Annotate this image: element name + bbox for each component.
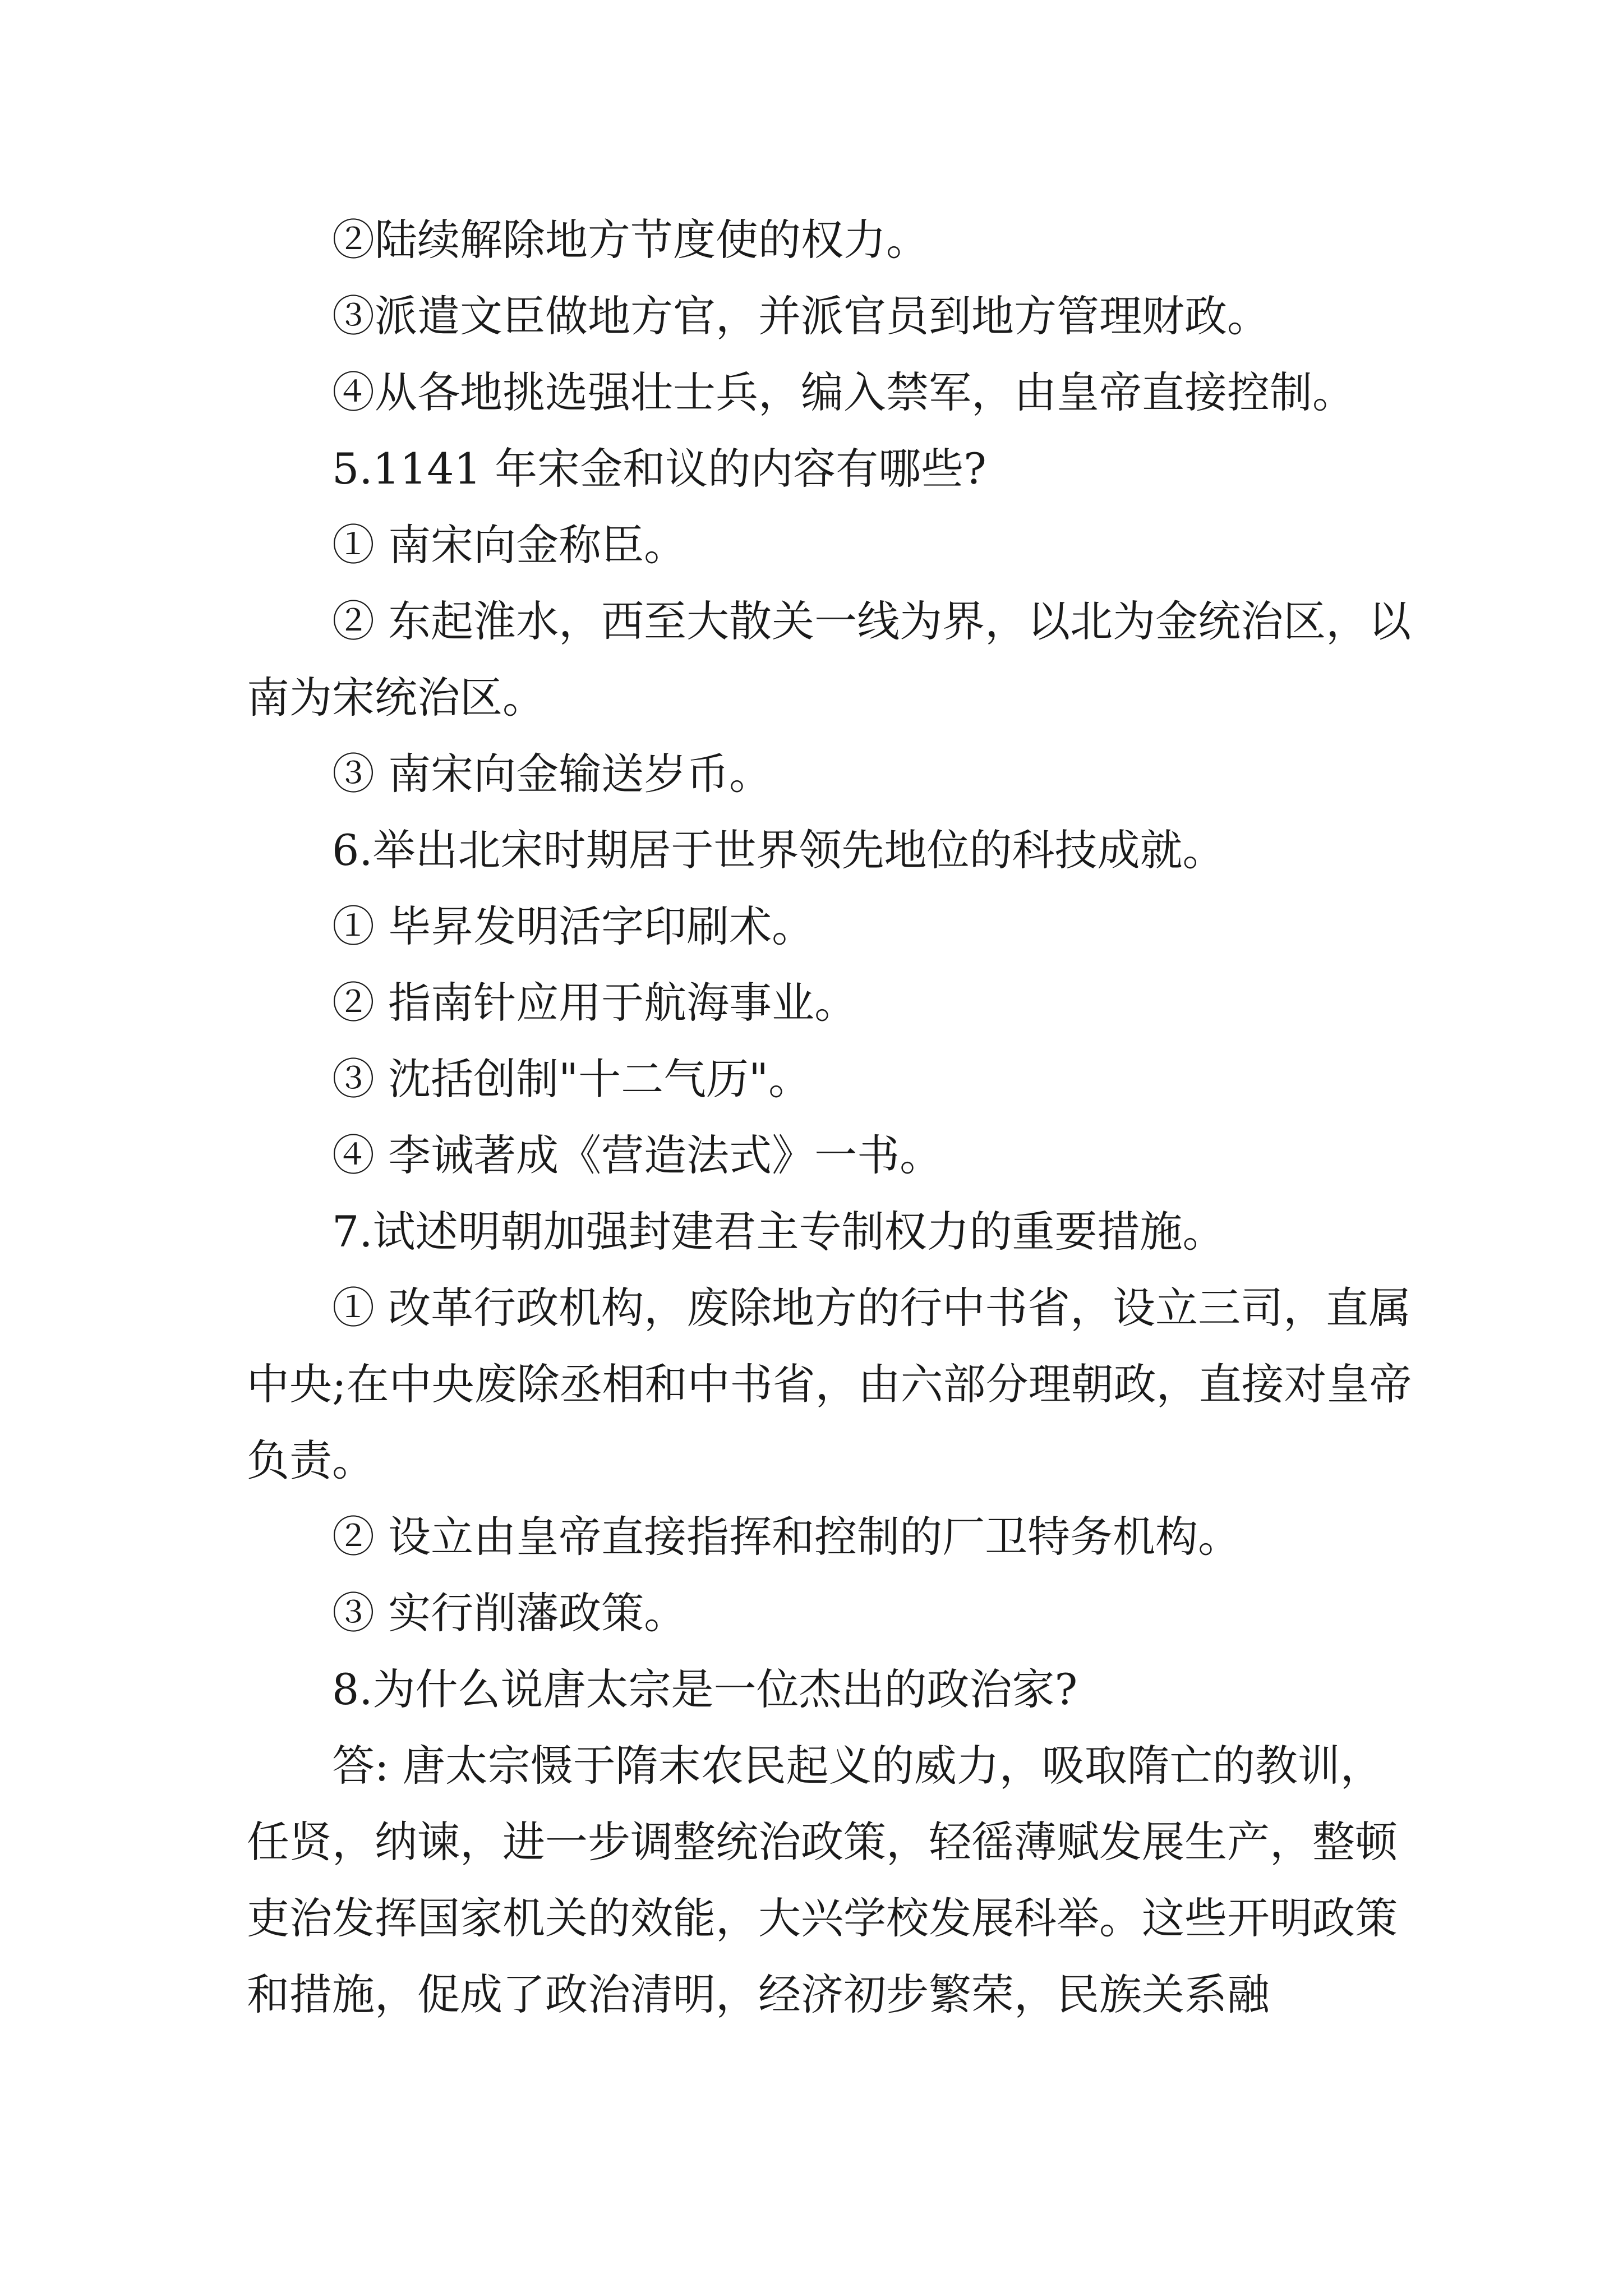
list-item: ③ 实行削藩政策。 — [332, 1588, 687, 1638]
document-body — [247, 202, 1413, 2033]
list-item: ① 毕昇发明活字印刷术。 — [332, 901, 815, 951]
list-item: ③ 沈括创制"十二气历"。 — [332, 1054, 811, 1104]
list-item: ④ 李诫著成《营造法式》一书。 — [332, 1130, 943, 1180]
list-item: ②陆续解除地方节度使的权力。 — [332, 215, 929, 265]
list-item: ③ 南宋向金输送岁币。 — [332, 749, 772, 799]
list-item: ① 南宋向金称臣。 — [332, 520, 687, 570]
answer-paragraph: 答: 唐太宗慑于隋末农民起义的威力，吸取隋亡的教训，任贤，纳谏，进一步调整统治政策，轻徭薄赋发展生产，整顿吏治发挥国家机关的效能，大兴学校发展科举。这些开明政策和措施，促成了政治清明，经济初步繁荣，民族关系融 — [247, 1741, 1398, 2019]
list-item: ② 设立由皇帝直接指挥和控制的厂卫特务机构。 — [332, 1512, 1241, 1562]
question-heading: 8.为什么说唐太宗是一位杰出的政治家? — [332, 1664, 1078, 1714]
question-heading: 5.1141 年宋金和议的内容有哪些? — [332, 444, 986, 494]
list-item: ② 指南针应用于航海事业。 — [332, 978, 857, 1028]
list-item: ③派遣文臣做地方官，并派官员到地方管理财政。 — [332, 291, 1270, 341]
question-heading: 7.试述明朝加强封建君主专制权力的重要措施。 — [332, 1207, 1225, 1257]
list-item: ④从各地挑选强壮士兵，编入禁军，由皇帝直接控制。 — [332, 367, 1355, 417]
question-heading: 6.举出北宋时期居于世界领先地位的科技成就。 — [332, 825, 1225, 875]
list-item: ① 改革行政机构，废除地方的行中书省，设立三司，直属中央;在中央废除丞相和中书省，由六部分理朝政，直接对皇帝负责。 — [247, 1283, 1412, 1485]
list-item: ② 东起淮水，西至大散关一线为界，以北为金统治区，以南为宋统治区。 — [247, 596, 1412, 723]
